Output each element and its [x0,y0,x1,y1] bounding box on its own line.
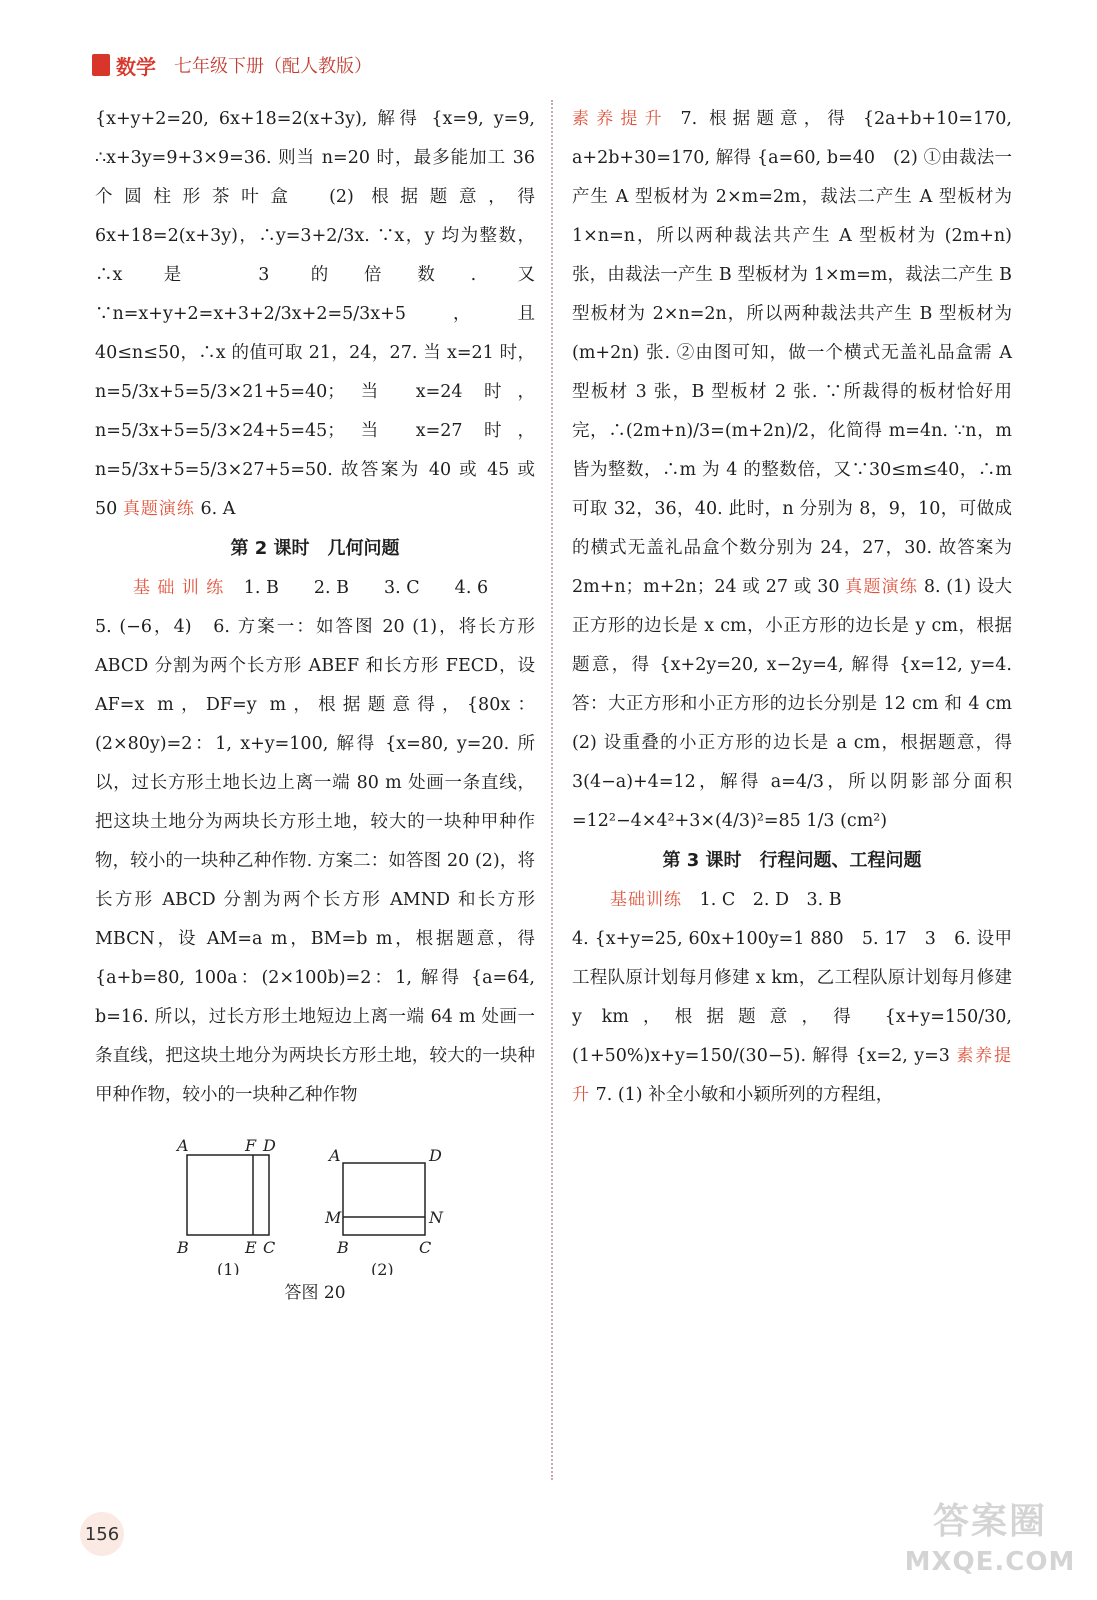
label-c: C [419,1238,432,1257]
figure-1 [175,1136,276,1275]
section-tag: 基础训练 [610,890,682,910]
figure-caption: 答图 20 [284,1283,346,1303]
answer-text [572,100,1030,841]
section-tag: 基 础 训 练 [133,578,225,598]
answer-text: 6. A [200,499,236,519]
answer-figure [95,1115,535,1275]
label-c: C [263,1238,276,1257]
answer-paragraph: 4. {x+y=25, 60x+100y=1 880 5. 17 3 6. 设甲工程队原计划每月修建 x km，乙工程队原计划每月修建 y km，根据题意，得 {x+y=150/30, (1+50%)x+y=150/(30−5). 解得 {x=2, y=3 [572,929,1012,1066]
label-n: N [429,1208,443,1227]
figure-2 [324,1146,444,1275]
answer-line [95,569,535,608]
label-b: B [177,1238,189,1257]
label-d: D [263,1136,276,1155]
answer-line [572,881,1012,920]
figure-1-caption: (1) [217,1260,240,1275]
label-d: D [429,1146,442,1165]
section-tag: 素养提升 [572,109,669,129]
answer-text: 1. C 2. D 3. B [699,890,842,910]
label-a: A [329,1146,341,1165]
watermark-logo [895,1502,1085,1592]
rect-abcd-2 [343,1163,425,1235]
answer-text: 1. B 2. B 3. C 4. 6 [243,578,489,598]
answer-text [95,100,535,529]
page-header [92,50,372,80]
rect-abcd-1 [187,1155,269,1235]
label-a: A [177,1136,189,1155]
page-number: 156 [80,1512,124,1556]
label-f: F [245,1136,257,1155]
section-tag: 真题演练 [845,577,919,597]
answer-text: 7. (1) 补全小敏和小颖所列的方程组， [595,1085,894,1105]
watermark-line: MXQE.COM [904,1547,1076,1577]
answer-paragraph: 5. (−6，4) 6. 方案一：如答图 20 (1)，将长方形 ABCD 分割为两个长方形 ABEF 和长方形 FECD，设 AF=x m，DF=y m，根据题意得，{80x：(2×80y)=2：1, x+y=100, 解得 {x=80, y=20. 所以，过长方形土地长边上离一端 80 m 处画一条直线，把这块土地分为两块长方形土地，较大的一块种甲种作物，较小的一块种乙种作物. 方案二：如答图 20 (2)，将长方形 ABCD 分割为两个长方形 AMND 和长方形 MBCN，设 AM=a m，BM=b m，根据题意，得 {a+b=80, 100a：(2×100b)=2：1, 解得 {a=64, b=16. 所以，过长方形土地短边上离一端 64 m 处画一条直线，把这块土地分为两块长方形土地，较大的一块种甲种作物，较小的一块种乙种作物 [95,617,535,1105]
left-column [95,100,535,1311]
answer-paragraph: {x+y+2=20, 6x+18=2(x+3y), 解得 {x=9, y=9, ∴x+3y=9+3×9=36. 则当 n=20 时，最多能加工 36 个圆柱形茶叶盒 (2) 根据题意，得 6x+18=2(x+3y)，∴y=3+2/3x. ∵x，y 均为整数，∴x 是 3 的倍数. 又∵n=x+y+2=x+3+2/3x+2=5/3x+5，且 40≤n≤50，∴x 的值可取 21，24，27. 当 x=21 时，n=5/3x+5=5/3×21+5=40；当 x=24 时，n=5/3x+5=5/3×24+5=45；当 x=27 时，n=5/3x+5=5/3×27+5=50. 故答案为 40 或 45 或 50 [95,109,535,519]
book-icon [92,54,110,76]
answer-paragraph: 8. (1) 设大正方形的边长是 x cm，小正方形的边长是 y cm，根据题意，得 {x+2y=20, x−2y=4, 解得 {x=12, y=4. 答：大正方形和小正方形的边长分别是 12 cm 和 4 cm (2) 设重叠的小正方形的边长是 a cm，根据题意，得 3(4−a)+4=12，解得 a=4/3，所以阴影部分面积=12²−4×4²+3×(4/3)²=85 1/3 (cm²) [572,577,1030,831]
lesson-title: 第 3 课时 行程问题、工程问题 [662,850,922,871]
figure-diagram [95,1115,535,1275]
right-column [572,100,1030,1115]
watermark-line: 答案圈 [932,1501,1047,1542]
answer-paragraph: 7. 根据题意，得 {2a+b+10=170, a+2b+30=170, 解得 {a=60, b=40 (2) ①由裁法一产生 A 型板材为 2×m=2m，裁法二产生 A 型板材为 1×n=n，所以两种裁法共产生 A 型板材为 (2m+n) 张，由裁法一产生 B 型板材为 1×m=m，裁法二产生 B 型板材为 2×n=2n，所以两种裁法共产生 B 型板材为 (m+2n) 张. ②由图可知，做一个横式无盖礼品盒需 A 型板材 3 张，B 型板材 2 张. ∵所裁得的板材恰好用完，∴(2m+n)/3=(m+2n)/2，化简得 m=4n. ∵n，m 皆为整数，∴m 为 4 的整数倍，又∵30≤m≤40，∴m 可取 32，36，40. 此时，n 分别为 8，9，10，可做成的横式无盖礼品盒个数分别为 24，27，30. 故答案为 2m+n；m+2n；24 或 27 或 30 [572,109,1012,597]
book-title: 七年级下册（配人教版） [174,56,372,77]
label-m: M [325,1208,342,1227]
subject-label: 数学 [116,54,156,79]
label-e: E [245,1238,257,1257]
column-divider [551,100,553,1480]
lesson-title: 第 2 课时 几何问题 [230,538,400,559]
section-tag: 真题演练 [122,499,195,519]
answer-text [572,920,1012,1115]
section-tag: 素养提升 [572,1046,1012,1105]
figure-2-caption: (2) [371,1260,394,1275]
label-b: B [337,1238,349,1257]
